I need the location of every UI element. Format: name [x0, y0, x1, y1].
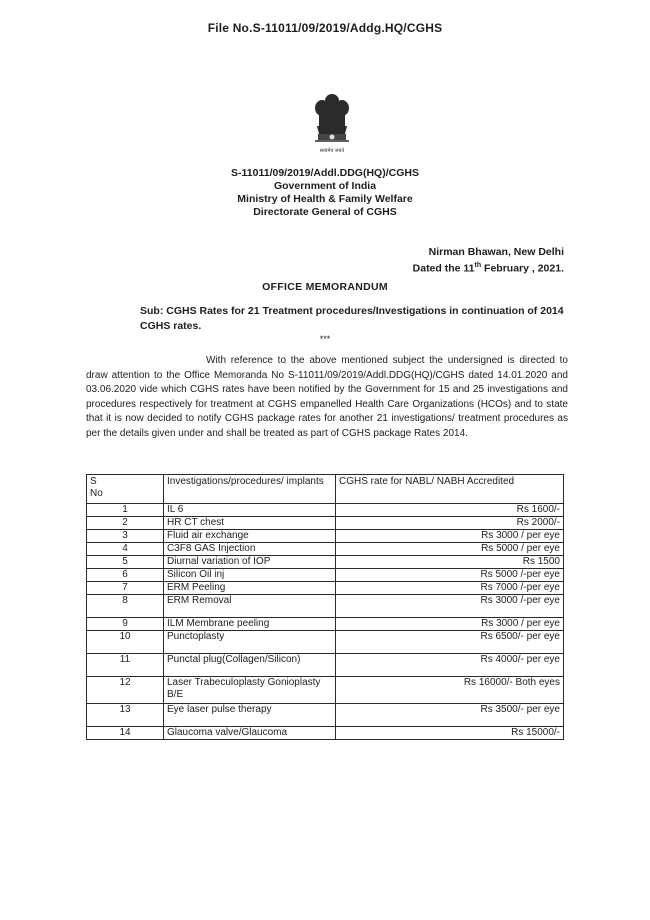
table-row: 8 ERM Removal Rs 3000 /-per eye [87, 595, 564, 618]
rates-table [86, 474, 564, 740]
table-row: 14 Glaucoma valve/Glaucoma Rs 15000/- [87, 727, 564, 740]
header-block [0, 167, 650, 219]
reference-number: S-11011/09/2019/Addl.DDG(HQ)/CGHS [231, 167, 419, 179]
file-number: File No.S-11011/09/2019/Addg.HQ/CGHS [207, 21, 443, 35]
emblem-caption: सत्यमेव जयते [319, 148, 345, 154]
government-line: Government of India [273, 180, 377, 192]
header-rate: CGHS rate for NABL/ NABH Accredited [336, 475, 564, 504]
memo-title: OFFICE MEMORANDUM [262, 281, 388, 293]
table-row: 2 HR CT chest Rs 2000/- [87, 517, 564, 530]
location: Nirman Bhawan, New Delhi [428, 246, 564, 258]
table-row: 4 C3F8 GAS Injection Rs 5000 / per eye [87, 543, 564, 556]
body-paragraph: With reference to the above mentioned subject the undersigned is directed to draw attention to the Office Memoranda No S-11011/09/2019/Addl.DDG(HQ)/CGHS dated 14.01.2020 and 03.06.2020 vide which CGHS rates have been notified by the Government for 15 and 25 investigations and procedures respectively for treatment at CGHS empanelled Health Care Organizations (HCOs) and to state that it is now decided to notify CGHS package rates for another 21 investigations/ treatment procedures as per the details given under and shall be treated as part of CGHS package Rates 2014. [86, 355, 568, 439]
place-date-block [413, 245, 564, 276]
separator: *** [319, 334, 331, 344]
header-sno: S No [87, 475, 164, 504]
table-row: 13 Eye laser pulse therapy Rs 3500/- per eye [87, 704, 564, 727]
ministry-line: Ministry of Health & Family Welfare [237, 193, 413, 205]
table-row: 3 Fluid air exchange Rs 3000 / per eye [87, 530, 564, 543]
table-row: 11 Punctal plug(Collagen/Silicon) Rs 4000/- per eye [87, 654, 564, 677]
table-row: 5 Diurnal variation of IOP Rs 1500 [87, 556, 564, 569]
table-row: 10 Punctoplasty Rs 6500/- per eye [87, 631, 564, 654]
table-row: 7 ERM Peeling Rs 7000 /-per eye [87, 582, 564, 595]
directorate-line: Directorate General of CGHS [253, 206, 397, 218]
dated-line: Dated the 11th February , 2021. [412, 262, 564, 275]
table-header-row [87, 475, 564, 504]
table-row: 12 Laser Trabeculoplasty Gonioplasty B/E Rs 16000/- Both eyes [87, 677, 564, 704]
table-row: 1 IL 6 Rs 1600/- [87, 504, 564, 517]
national-emblem-icon [307, 92, 357, 158]
table-row: 6 Silicon Oil inj Rs 5000 /-per eye [87, 569, 564, 582]
header-procedure: Investigations/procedures/ implants [164, 475, 336, 504]
subject-line: Sub: CGHS Rates for 21 Treatment procedures/Investigations in continuation of 2014 CGHS rates. [140, 305, 564, 332]
table-row: 9 ILM Membrane peeling Rs 3000 / per eye [87, 618, 564, 631]
